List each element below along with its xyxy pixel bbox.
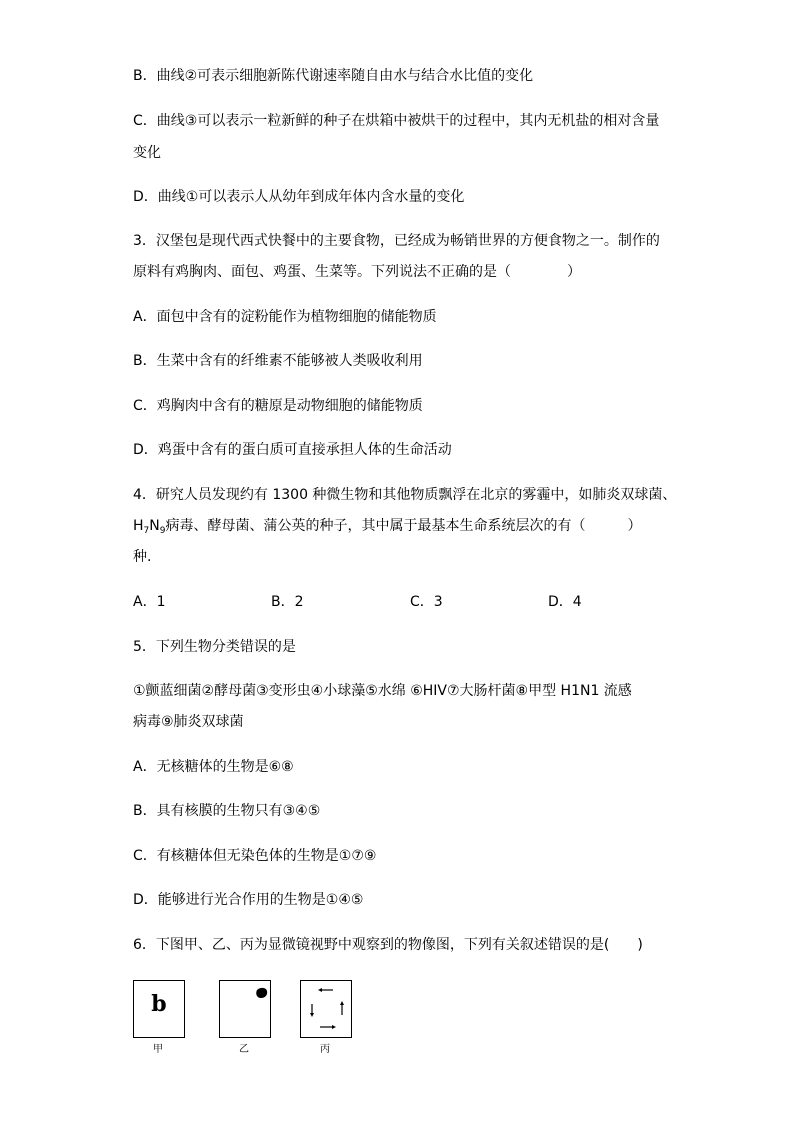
q5-option-c: C．有核糖体但无染色体的生物是①⑦⑨ <box>133 848 377 864</box>
q4-stem-line2-text: 病毒、酵母菌、蒲公英的种子，其中属于最基本生命系统层次的有（ ） <box>165 518 642 534</box>
q3-stem-line1: 3．汉堡包是现代西式快餐中的主要食物，已经成为畅销世界的方便食物之一。制作的 <box>133 233 660 249</box>
q4-option-a: A．1 <box>133 594 166 610</box>
q4-stem-line2 <box>133 517 641 535</box>
q4-stem-line3: 种. <box>133 549 152 565</box>
q4-option-c: C．3 <box>410 594 443 610</box>
q5-stem-line2: ①颤蓝细菌②酵母菌③变形虫④小球藻⑤水绵 ⑥HIV⑦大肠杆菌⑧甲型 H1N1 流感 <box>133 683 632 699</box>
figure-box-bing <box>300 980 352 1038</box>
q5-option-a: A．无核糖体的生物是⑥⑧ <box>133 759 294 775</box>
q3-option-a: A．面包中含有的淀粉能作为植物细胞的储能物质 <box>133 309 437 325</box>
q2-option-b: B．曲线②可表示细胞新陈代谢速率随自由水与结合水比值的变化 <box>133 68 534 84</box>
figure-box-jia <box>133 980 185 1038</box>
q2-option-d: D．曲线①可以表示人从幼年到成年体内含水量的变化 <box>133 189 465 205</box>
q6-stem: 6．下图甲、乙、丙为显微镜视野中观察到的物像图，下列有关叙述错误的是( ) <box>133 937 643 953</box>
q5-stem-line3: 病毒⑨肺炎双球菌 <box>133 714 244 730</box>
caption-yi: 乙 <box>239 1044 249 1055</box>
q5-option-b: B．具有核膜的生物只有③④⑤ <box>133 803 321 819</box>
dot-icon <box>220 981 270 1037</box>
q4-option-b: B．2 <box>271 594 304 610</box>
q2-option-c-line1: C．曲线③可以表示一粒新鲜的种子在烘箱中被烘干的过程中，其内无机盐的相对含量 <box>133 113 660 129</box>
q3-option-b: B．生菜中含有的纤维素不能够被人类吸收利用 <box>133 353 423 369</box>
q4-option-d: D．4 <box>548 594 582 610</box>
q3-option-c: C．鸡胸肉中含有的糖原是动物细胞的储能物质 <box>133 398 423 414</box>
figure-box-yi <box>219 980 271 1038</box>
q5-option-d: D．能够进行光合作用的生物是①④⑤ <box>133 892 364 908</box>
q3-stem-line2: 原料有鸡胸肉、面包、鸡蛋、生菜等。下列说法不正确的是（ ） <box>133 264 581 280</box>
caption-jia: 甲 <box>153 1044 163 1055</box>
q3-option-d: D．鸡蛋中含有的蛋白质可直接承担人体的生命活动 <box>133 442 452 458</box>
q5-stem-line1: 5．下列生物分类错误的是 <box>133 639 296 655</box>
q4-n-subscript: 9 <box>159 526 166 536</box>
circular-flow-arrows-icon <box>301 981 351 1037</box>
q2-option-c-line2: 变化 <box>133 145 161 161</box>
q4-h-symbol: H <box>133 518 144 534</box>
q4-stem-line1: 4．研究人员发现约有 1300 种微生物和其他物质飘浮在北京的雾霾中，如肺炎双球菌、 <box>133 487 677 503</box>
caption-bing: 丙 <box>320 1044 330 1055</box>
q4-h-subscript: 7 <box>143 526 150 536</box>
q4-n-symbol: N <box>149 518 160 534</box>
letter-b: b <box>151 991 167 1017</box>
